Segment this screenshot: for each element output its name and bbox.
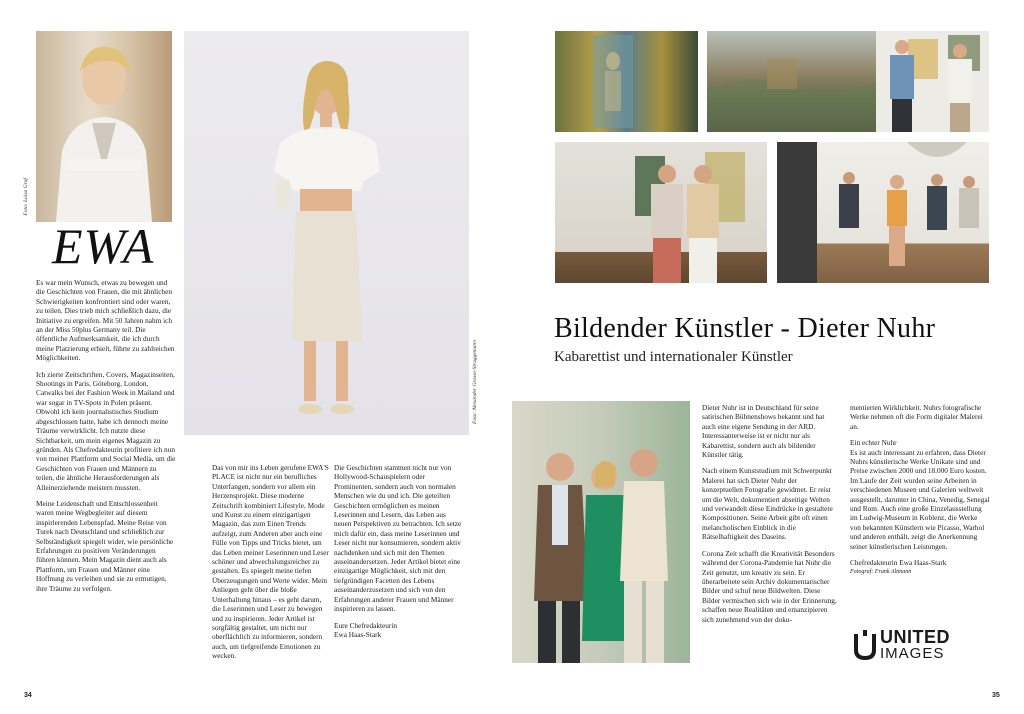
subheading: Ein echter Nuhr — [850, 438, 897, 448]
logo-text-images: IMAGES — [880, 645, 945, 662]
photo-credit-fashion: Foto: Alexander Grosse-Straggemann — [472, 340, 478, 425]
paragraph: Corona Zeit schafft die Kreativität Besonders während der Corona-Pandemie hat Nuhr die Zeit genutzt, um kreativ zu sein. Er überarbeitete sein Archiv dokumentarischer Bilder und schuf neue Bildwelten. Diese Bilder vermischen sich wie in der Erinnerung, schaffen neue Realitäten und emanzipieren sich zunehmend von der doku- — [702, 548, 837, 624]
paragraph: Die Geschichten stammen nicht nur von Hollywood-Schauspielern oder Prominenten, sondern auch von normalen Menschen wie du und ich. Die geteilten Geschichten ermöglichen es meinen Leserinnen und Lesern, das Leben aus neuen Perspektiven zu betrachten. Ich setze mich dafür ein, dass meine Leserinnen und Leser nicht nur konsumieren, sondern aktiv nachdenken und sich mit den Themen auseinandersetzen. Jeder Artikel bietet eine einzigartige Möglichkeit, sich mit den tiefgründigen Facetten des Lebens auseinanderzusetzen und sich von den Erfahrungen anderer Frauen und Männer inspirieren zu lassen. — [334, 463, 462, 614]
fashion-photo — [184, 31, 469, 435]
article-headline: Bildender Künstler - Dieter Nuhr — [554, 313, 936, 344]
portrait-photo — [36, 31, 172, 222]
page-number-right: 35 — [992, 692, 1000, 699]
paragraph: mentierten Wirklichkeit. Nuhrs fotografische Werke nehmen oft die Form digitaler Malerei an. — [850, 403, 983, 431]
article-column-1 — [36, 278, 176, 600]
gallery-crowd-photo — [777, 142, 989, 283]
artwork-photo-2 — [707, 31, 880, 132]
signoff-name: Ewa Haas-Stark — [334, 629, 382, 639]
photo-credit-portrait: Foto: Luisa Graf — [23, 178, 29, 216]
photographer-credit: Fotograf: Frank Altmann — [850, 568, 912, 575]
page-number-left: 34 — [24, 692, 32, 699]
artwork-photo-1 — [555, 31, 698, 132]
gallery-photo-two-men — [555, 142, 767, 283]
paragraph: Meine Leidenschaft und Entschlossenheit waren meine Wegbegleiter auf diesem inspirierenden Lebenspfad. Meine Reise von Turek nach Deutschland und schließlich zur Selbständigkeit spiegelt wider, wie persönliche Erfahrungen zu positiven Veränderungen führen können. Mein Magazin dient auch als Plattform, um Frauen und Männer eine Hoffnung zu verleihen und sie zu ermutigen, ihre Träume zu verfolgen. — [36, 498, 174, 593]
name-title: EWA — [52, 218, 155, 274]
trio-photo — [512, 401, 690, 663]
article-column-right-2 — [850, 403, 990, 577]
logo-mark-icon — [854, 630, 876, 660]
signoff: Chefredakteurin Ewa Haas-Stark — [850, 558, 947, 568]
right-page — [512, 0, 1024, 714]
signoff-line: Eure Chefredakteurin — [334, 620, 398, 630]
article-column-2 — [212, 463, 332, 668]
article-subheadline: Kabarettist und internationaler Künstler — [554, 349, 793, 365]
visitors-photo — [876, 31, 989, 132]
article-column-right-1 — [702, 403, 838, 631]
paragraph: Nach einem Kunststudium mit Schwerpunkt Malerei hat sich Dieter Nuhr der konzeptuellen Fotografie gewidmet. Er reist um die Welt, dokumentiert abseitige Welten und verwandelt diese Eindrücke in gestaltete Kompositionen. Seine Arbeit gibt oft einen melancholischen Einblick in die Rätselhaftigkeit des Daseins. — [702, 466, 833, 542]
logo-text-united: UNITED — [880, 627, 950, 647]
paragraph: Ich zierte Zeitschriften, Covers, Magazinseiten, Shootings in Paris, Göteborg, London, Catwalks bei der Fashion Week in Mailand und war sogar in TV-Spots in Polen präsent. Obwohl ich kein journalistisches Studium abgeschlossen hatte, habe ich dennoch meine Träume verwirklicht. Ich nutzte diese Sichtbarkeit, um mein eigenes Magazin zu gründen. Als Chefredakteurin profitiere ich nun von meiner Plattform und Social Media, um die Geschichten von Frauen und Männern zu teilen, die ähnliche Herausforderungen als Alleinerziehende meistern mussten. — [36, 369, 176, 492]
paragraph: Es ist auch interessant zu erfahren, dass Dieter Nuhrs künstlerische Werke Unikate sind und Preise zwischen 2000 und 18.000 Euro kosten. Im Laufe der Zeit wurden seine Arbeiten in verschiedenen Museen und Galerien weltweit ausgestellt, darunter in China, Venedig, Senegal und Rom. Auch eine große Einzelausstellung im Ludwig-Museum in Koblenz, die Werke von bekannten Künstlern wie Picasso, Warhol und anderen enthält, zeigt die Anerkennung seiner künstlerischen Leistungen. — [850, 447, 990, 551]
paragraph: Es war mein Wunsch, etwas zu bewegen und die Geschichten von Frauen, die mit ähnlichen Schwierigkeiten konfrontiert sind oder waren, zu teilen. Dies trieb mich schließlich dazu, die Initiative zu ergreifen. Mit 50 Jahren nahm ich an der Miss 50plus Germany teil. Die öffentliche Aufmerksamkeit, die ich durch meine Platzierung erhielt, führte zu zahlreichen Möglichkeiten. — [36, 278, 175, 363]
paragraph: Das von mir ins Leben gerufene EWA'S PLACE ist nicht nur ein berufliches Unterfangen, sondern vor allem ein Herzensprojekt. Diese moderne Zeitschrift kombiniert Lifestyle, Mode und Kunst zu einem einzigartigen Magazin, das zum Einen Trends aufzeigt, zum Anderen aber auch eine Fülle von Tipps und Tricks bietet, um das Leben meiner Leserinnen und Leser schöner und abwechslungsreicher zu gestalten. Es spiegelt meine tiefen Überzeugungen und Werte wider. Mein Anliegen geht über die bloße Unterhaltung hinaus – es geht darum, die Leserinnen und Leser zu bewegen und zu inspirieren. Jeder Artikel ist sorgfältig gestaltet, um nicht nur oberflächlich zu informieren, sondern auch, um tiefgreifende Emotionen zu wecken. — [212, 463, 329, 661]
united-images-logo — [854, 628, 964, 668]
paragraph: Dieter Nuhr ist in Deutschland für seine satirischen Bühnenshows bekannt und hat auch eine eigene Sendung in der ARD. Interessanterweise ist er nicht nur als Kabarettist, sondern auch als bildender Künstler tätig. — [702, 403, 825, 460]
article-column-3 — [334, 463, 462, 639]
